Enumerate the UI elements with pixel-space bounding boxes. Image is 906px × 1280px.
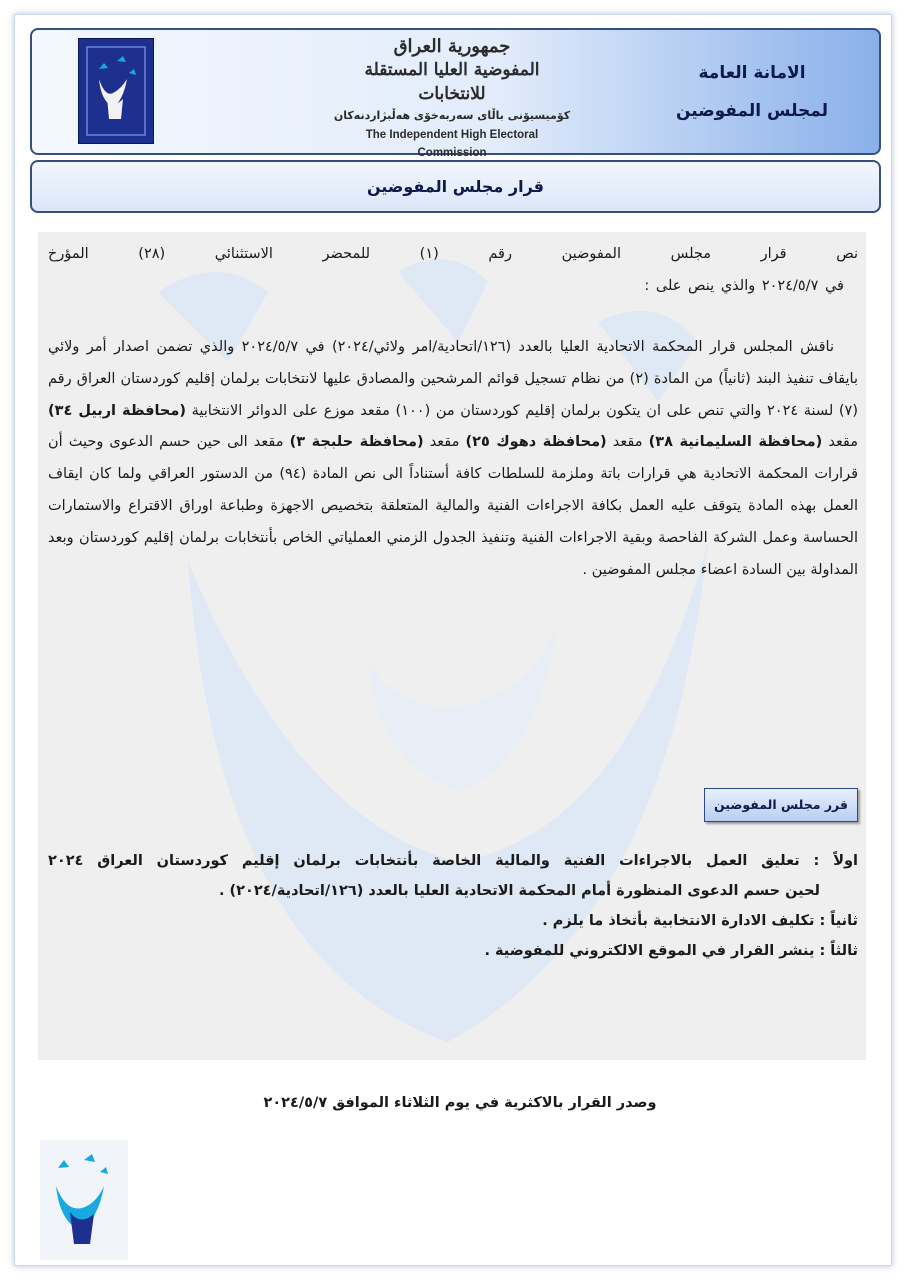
issue-statement: وصدر القرار بالاكثرية في يوم الثلاثاء الموافق ٢٠٢٤/٥/٧ [263,1095,657,1111]
letterhead [30,28,881,159]
seal-republic-text: جمهورية العراق [393,36,511,57]
department-line-1: الامانة العامة [698,63,806,83]
seal-commission-kurdish: كۆمیسیۆنی باڵای سەربەخۆی هەڵبژاردنەکان [333,109,571,122]
intro-paragraph [48,238,858,302]
department-title [667,54,837,130]
decision-label: قرر مجلس المفوضين [704,788,858,822]
duhok-seats: (محافظة دهوك ٢٥) [465,434,607,451]
item-first-continued: لحين حسم الدعوى المنظورة أمام المحكمة الاتحادية العليا بالعدد (١٢٦/اتحادية/٢٠٢٤) . [218,883,820,899]
seal-commission-arabic: المفوضية العليا المستقلة للانتخابات [364,60,540,104]
intro-line-2: في ٢٠٢٤/٥/٧ والذي ينص على : [644,278,844,294]
seal-commission-english: The Independent High Electoral Commission [365,129,539,159]
main-text-2: مقعد [828,434,859,451]
footer-logo-icon [40,1140,128,1260]
decision-items [48,846,858,966]
commission-logo-icon [78,38,154,144]
item-third: ثالثاً : ينشر القرار في الموقع الالكتروني للمفوضية . [484,943,858,959]
erbil-seats: (محافظة اربيل ٣٤) [48,402,186,419]
item-second: ثانياً : تكليف الادارة الانتخابية بأتخاذ ما يلزم . [542,913,858,929]
main-text-4: مقعد [429,434,460,451]
main-paragraph [48,332,858,586]
decision-text [48,238,858,586]
commission-seal [332,36,572,159]
halabja-seats: (محافظة حلبجة ٣) [289,434,424,451]
item-first: اولاً : تعليق العمل بالاجراءات الفنية والمالية الخاصة بأنتخابات برلمان إقليم كوردستان العراق ٢٠٢٤ [48,853,858,869]
intro-line-1: نص قرار مجلس المفوضين رقم (١) للمحضر الاستثنائي (٢٨) المؤرخ [48,246,859,262]
main-text-1: ناقش المجلس قرار المحكمة الاتحادية العليا بالعدد (١٢٦/اتحادية/امر ولائي/٢٠٢٤) في ٢٠٢٤/٥/٧ والذي تضمن اصدار أمر ولائي بايقاف تنفيذ البند (ثانياً) من المادة (٢) من نظام تسجيل قوائم المرشحين والمصادق عليها لانتخابات برلمان إقليم كوردستان العراق رقم (٧) لسنة ٢٠٢٤ والتي تنص على ان يتكون برلمان إقليم كوردستان من (١٠٠) مقعد موزع على الدوائر الانتخابية [48,339,858,419]
main-text-3: مقعد [612,434,643,451]
sulaymaniyah-seats: (محافظة السليمانية ٣٨) [648,434,823,451]
document-title: قرار مجلس المفوضين [30,160,881,213]
main-text-5: مقعد الى حين حسم الدعوى وحيث أن قرارات المحكمة الاتحادية هي قرارات باتة وملزمة للسلطات كافة أستناداً الى نص المادة (٩٤) من الدستور العراقي ولما كان ايقاف العمل بهذه المادة يتوقف عليه العمل بكافة الاجراءات الفنية والمالية المتعلقة بتخصيص الاجهزة وطباعة اوراق الاقتراع والاستمارات الحساسة وعمل الشركة الفاحصة وبقية الاجراءات الفنية وتنفيذ الجدول الزمني العملياتي الخاص بأنتخابات برلمان إقليم كوردستان وبعد المداولة بين السادة اعضاء مجلس المفوضين . [48,434,858,578]
department-line-2: لمجلس المفوضين [675,101,829,121]
